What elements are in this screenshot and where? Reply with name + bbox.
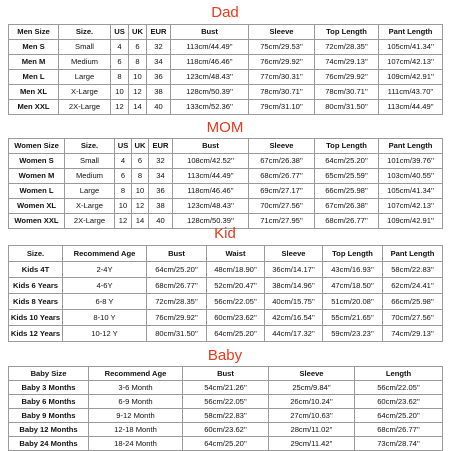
- table-cell: 75cm/29.53'': [249, 40, 315, 55]
- baby-column-header: Bust: [183, 367, 269, 381]
- table-cell: Baby 24 Months: [9, 437, 89, 451]
- kid-column-header: Sleeve: [265, 246, 323, 262]
- table-cell: 12: [115, 214, 132, 229]
- baby-size-table: [8, 366, 443, 451]
- dad-column-header: EUR: [147, 25, 171, 40]
- table-cell: Kids 4T: [9, 262, 63, 278]
- kid-header-row: [9, 246, 443, 262]
- table-cell: 43cm/16.93'': [323, 262, 383, 278]
- table-cell: 68cm/26.77'': [147, 278, 207, 294]
- table-cell: 64cm/25.20'': [355, 409, 443, 423]
- table-cell: 113cm/44.49'': [171, 40, 249, 55]
- table-cell: Small: [65, 154, 115, 169]
- table-cell: 71cm/27.95'': [249, 214, 315, 229]
- table-cell: 6: [115, 169, 132, 184]
- table-cell: Men M: [9, 55, 59, 70]
- table-cell: Women M: [9, 169, 65, 184]
- table-cell: 109cm/42.91'': [379, 70, 443, 85]
- table-cell: 10: [129, 70, 147, 85]
- table-cell: 12: [111, 100, 129, 115]
- table-cell: 32: [147, 40, 171, 55]
- baby-column-header: Recommend Age: [89, 367, 183, 381]
- table-row: [9, 184, 443, 199]
- table-cell: Women XL: [9, 199, 65, 214]
- table-row: [9, 278, 443, 294]
- table-row: [9, 294, 443, 310]
- table-cell: 4: [111, 40, 129, 55]
- table-cell: Kids 8 Years: [9, 294, 63, 310]
- table-cell: X-Large: [59, 85, 111, 100]
- table-row: [9, 154, 443, 169]
- table-cell: 79cm/31.10'': [249, 100, 315, 115]
- table-cell: 80cm/31.50'': [315, 100, 379, 115]
- table-cell: Women XXL: [9, 214, 65, 229]
- table-cell: Baby 6 Months: [9, 395, 89, 409]
- table-cell: 105cm/41.34'': [379, 184, 443, 199]
- table-row: [9, 70, 443, 85]
- table-cell: X-Large: [65, 199, 115, 214]
- table-cell: 58cm/22.83'': [383, 262, 443, 278]
- table-cell: 123cm/48.43'': [171, 70, 249, 85]
- table-cell: 64cm/25.20'': [147, 262, 207, 278]
- table-cell: 73cm/28.74'': [355, 437, 443, 451]
- table-cell: Men L: [9, 70, 59, 85]
- table-row: [9, 40, 443, 55]
- table-cell: 113cm/44.49'': [173, 169, 249, 184]
- table-cell: 6: [132, 154, 149, 169]
- mom-column-header: UK: [132, 139, 149, 154]
- table-cell: 18-24 Month: [89, 437, 183, 451]
- table-row: [9, 262, 443, 278]
- table-cell: 76cm/29.92'': [249, 55, 315, 70]
- table-cell: 78cm/30.71'': [315, 85, 379, 100]
- table-cell: Women L: [9, 184, 65, 199]
- table-cell: 40: [147, 100, 171, 115]
- mom-column-header: EUR: [149, 139, 173, 154]
- dad-column-header: Pant Length: [379, 25, 443, 40]
- kid-size-table: [8, 245, 443, 342]
- table-cell: 107cm/42.13'': [379, 55, 443, 70]
- table-row: [9, 310, 443, 326]
- table-cell: 133cm/52.36'': [171, 100, 249, 115]
- table-cell: 64cm/25.20'': [207, 326, 265, 342]
- dad-column-header: Top Length: [315, 25, 379, 40]
- dad-column-header: UK: [129, 25, 147, 40]
- table-cell: 66cm/25.98'': [383, 294, 443, 310]
- table-cell: 44cm/17.32'': [265, 326, 323, 342]
- table-cell: Baby 12 Months: [9, 423, 89, 437]
- table-row: [9, 199, 443, 214]
- table-row: [9, 85, 443, 100]
- table-cell: 8-10 Y: [63, 310, 147, 326]
- table-cell: 67cm/26.38'': [315, 199, 379, 214]
- table-cell: 68cm/26.77'': [249, 169, 315, 184]
- dad-column-header: Sleeve: [249, 25, 315, 40]
- table-cell: 10-12 Y: [63, 326, 147, 342]
- baby-header-row: [9, 367, 443, 381]
- table-cell: Kids 10 Years: [9, 310, 63, 326]
- table-cell: 9-12 Month: [89, 409, 183, 423]
- table-cell: 68cm/26.77'': [355, 423, 443, 437]
- table-cell: 56cm/22.05'': [207, 294, 265, 310]
- table-cell: 72cm/28.35'': [147, 294, 207, 310]
- table-cell: 6-8 Y: [63, 294, 147, 310]
- table-cell: 74cm/29.13'': [383, 326, 443, 342]
- table-cell: 105cm/41.34'': [379, 40, 443, 55]
- table-cell: 10: [115, 199, 132, 214]
- table-row: [9, 381, 443, 395]
- table-cell: Men S: [9, 40, 59, 55]
- table-cell: 14: [132, 214, 149, 229]
- table-cell: 42cm/16.54'': [265, 310, 323, 326]
- table-cell: 8: [132, 169, 149, 184]
- table-cell: 62cm/24.41'': [383, 278, 443, 294]
- mom-size-table: [8, 138, 443, 229]
- table-cell: 56cm/22.05'': [183, 395, 269, 409]
- table-cell: 52cm/20.47'': [207, 278, 265, 294]
- table-cell: 58cm/22.83'': [183, 409, 269, 423]
- table-cell: 12: [129, 85, 147, 100]
- table-cell: 64cm/25.20'': [183, 437, 269, 451]
- table-cell: 70cm/27.56'': [383, 310, 443, 326]
- table-cell: 40cm/15.75'': [265, 294, 323, 310]
- table-cell: 108cm/42.52'': [173, 154, 249, 169]
- table-cell: 118cm/46.46'': [173, 184, 249, 199]
- dad-section-title: Dad: [211, 4, 239, 21]
- kid-column-header: Bust: [147, 246, 207, 262]
- table-row: [9, 437, 443, 451]
- table-cell: 68cm/26.77'': [315, 214, 379, 229]
- table-cell: 8: [129, 55, 147, 70]
- baby-section-title: Baby: [207, 347, 243, 364]
- table-cell: Men XXL: [9, 100, 59, 115]
- dad-column-header: Bust: [171, 25, 249, 40]
- table-cell: Men XL: [9, 85, 59, 100]
- table-cell: 74cm/29.13'': [315, 55, 379, 70]
- table-cell: 103cm/40.55'': [379, 169, 443, 184]
- kid-column-header: Recommend Age: [63, 246, 147, 262]
- table-cell: 38: [147, 85, 171, 100]
- table-cell: 6: [111, 55, 129, 70]
- mom-column-header: Bust: [173, 139, 249, 154]
- table-cell: 40: [149, 214, 173, 229]
- kid-column-header: Size.: [9, 246, 63, 262]
- table-cell: 48cm/18.90'': [207, 262, 265, 278]
- kid-section-title: Kid: [214, 225, 236, 242]
- mom-column-header: Top Length: [315, 139, 379, 154]
- kid-column-header: Pant Length: [383, 246, 443, 262]
- kid-column-header: Top Length: [323, 246, 383, 262]
- mom-column-header: US: [115, 139, 132, 154]
- mom-column-header: Size.: [65, 139, 115, 154]
- table-cell: 2X-Large: [65, 214, 115, 229]
- table-cell: 64cm/25.20'': [315, 154, 379, 169]
- table-cell: 14: [129, 100, 147, 115]
- table-cell: 36cm/14.17'': [265, 262, 323, 278]
- table-cell: 118cm/46.46'': [171, 55, 249, 70]
- table-cell: 29cm/11.42'': [269, 437, 355, 451]
- table-cell: 70cm/27.56'': [249, 199, 315, 214]
- dad-column-header: Size.: [59, 25, 111, 40]
- table-cell: Women S: [9, 154, 65, 169]
- table-row: [9, 55, 443, 70]
- table-cell: 128cm/50.39'': [171, 85, 249, 100]
- table-cell: 27cm/10.63'': [269, 409, 355, 423]
- table-cell: 26cm/10.24'': [269, 395, 355, 409]
- table-cell: 60cm/23.62'': [355, 395, 443, 409]
- table-cell: 47cm/18.50'': [323, 278, 383, 294]
- mom-column-header: Women Size: [9, 139, 65, 154]
- table-cell: 111cm/43.70'': [379, 85, 443, 100]
- table-row: [9, 169, 443, 184]
- table-cell: 3-6 Month: [89, 381, 183, 395]
- dad-column-header: Men Size: [9, 25, 59, 40]
- table-cell: 76cm/29.92'': [315, 70, 379, 85]
- table-cell: 60cm/23.62'': [207, 310, 265, 326]
- table-cell: Large: [59, 70, 111, 85]
- table-cell: 77cm/30.31'': [249, 70, 315, 85]
- table-cell: 28cm/11.02'': [269, 423, 355, 437]
- table-row: [9, 326, 443, 342]
- table-cell: 67cm/26.38'': [249, 154, 315, 169]
- dad-size-table: [8, 24, 443, 115]
- mom-section-title: MOM: [206, 119, 244, 136]
- table-row: [9, 409, 443, 423]
- table-cell: 8: [111, 70, 129, 85]
- table-cell: 113cm/44.49'': [379, 100, 443, 115]
- baby-column-header: Sleeve: [269, 367, 355, 381]
- table-cell: 76cm/29.92'': [147, 310, 207, 326]
- table-cell: 4-6Y: [63, 278, 147, 294]
- table-row: [9, 423, 443, 437]
- table-cell: 107cm/42.13'': [379, 199, 443, 214]
- table-cell: Kids 12 Years: [9, 326, 63, 342]
- table-cell: 80cm/31.50'': [147, 326, 207, 342]
- table-cell: Baby 9 Months: [9, 409, 89, 423]
- table-cell: 101cm/39.76'': [379, 154, 443, 169]
- mom-column-header: Pant Length: [379, 139, 443, 154]
- table-cell: 6: [129, 40, 147, 55]
- table-cell: 25cm/9.84'': [269, 381, 355, 395]
- table-cell: 34: [147, 55, 171, 70]
- table-cell: 10: [132, 184, 149, 199]
- table-cell: Kids 6 Years: [9, 278, 63, 294]
- table-cell: 66cm/25.98'': [315, 184, 379, 199]
- table-cell: 55cm/21.65'': [323, 310, 383, 326]
- dad-header-row: [9, 25, 443, 40]
- mom-header-row: [9, 139, 443, 154]
- table-row: [9, 100, 443, 115]
- dad-column-header: US: [111, 25, 129, 40]
- table-cell: Baby 3 Months: [9, 381, 89, 395]
- baby-column-header: Baby Size: [9, 367, 89, 381]
- table-cell: 10: [111, 85, 129, 100]
- kid-column-header: Waist: [207, 246, 265, 262]
- table-cell: 54cm/21.26'': [183, 381, 269, 395]
- table-cell: 32: [149, 154, 173, 169]
- table-cell: 51cm/20.08'': [323, 294, 383, 310]
- table-cell: 128cm/50.39'': [173, 214, 249, 229]
- table-cell: 12-18 Month: [89, 423, 183, 437]
- table-cell: 2X-Large: [59, 100, 111, 115]
- table-cell: 38cm/14.96'': [265, 278, 323, 294]
- table-cell: 59cm/23.23'': [323, 326, 383, 342]
- table-cell: Medium: [59, 55, 111, 70]
- baby-column-header: Length: [355, 367, 443, 381]
- table-cell: 65cm/25.59'': [315, 169, 379, 184]
- table-cell: 109cm/42.91'': [379, 214, 443, 229]
- table-cell: 78cm/30.71'': [249, 85, 315, 100]
- table-row: [9, 395, 443, 409]
- table-cell: 36: [147, 70, 171, 85]
- table-cell: 2-4Y: [63, 262, 147, 278]
- table-cell: Small: [59, 40, 111, 55]
- table-cell: 69cm/27.17'': [249, 184, 315, 199]
- table-cell: Medium: [65, 169, 115, 184]
- table-cell: 60cm/23.62'': [183, 423, 269, 437]
- table-cell: 72cm/28.35'': [315, 40, 379, 55]
- table-cell: 4: [115, 154, 132, 169]
- table-cell: Large: [65, 184, 115, 199]
- table-cell: 8: [115, 184, 132, 199]
- table-cell: 123cm/48.43'': [173, 199, 249, 214]
- table-cell: 38: [149, 199, 173, 214]
- mom-column-header: Sleeve: [249, 139, 315, 154]
- table-cell: 56cm/22.05'': [355, 381, 443, 395]
- table-cell: 6-9 Month: [89, 395, 183, 409]
- table-cell: 36: [149, 184, 173, 199]
- table-cell: 34: [149, 169, 173, 184]
- table-cell: 12: [132, 199, 149, 214]
